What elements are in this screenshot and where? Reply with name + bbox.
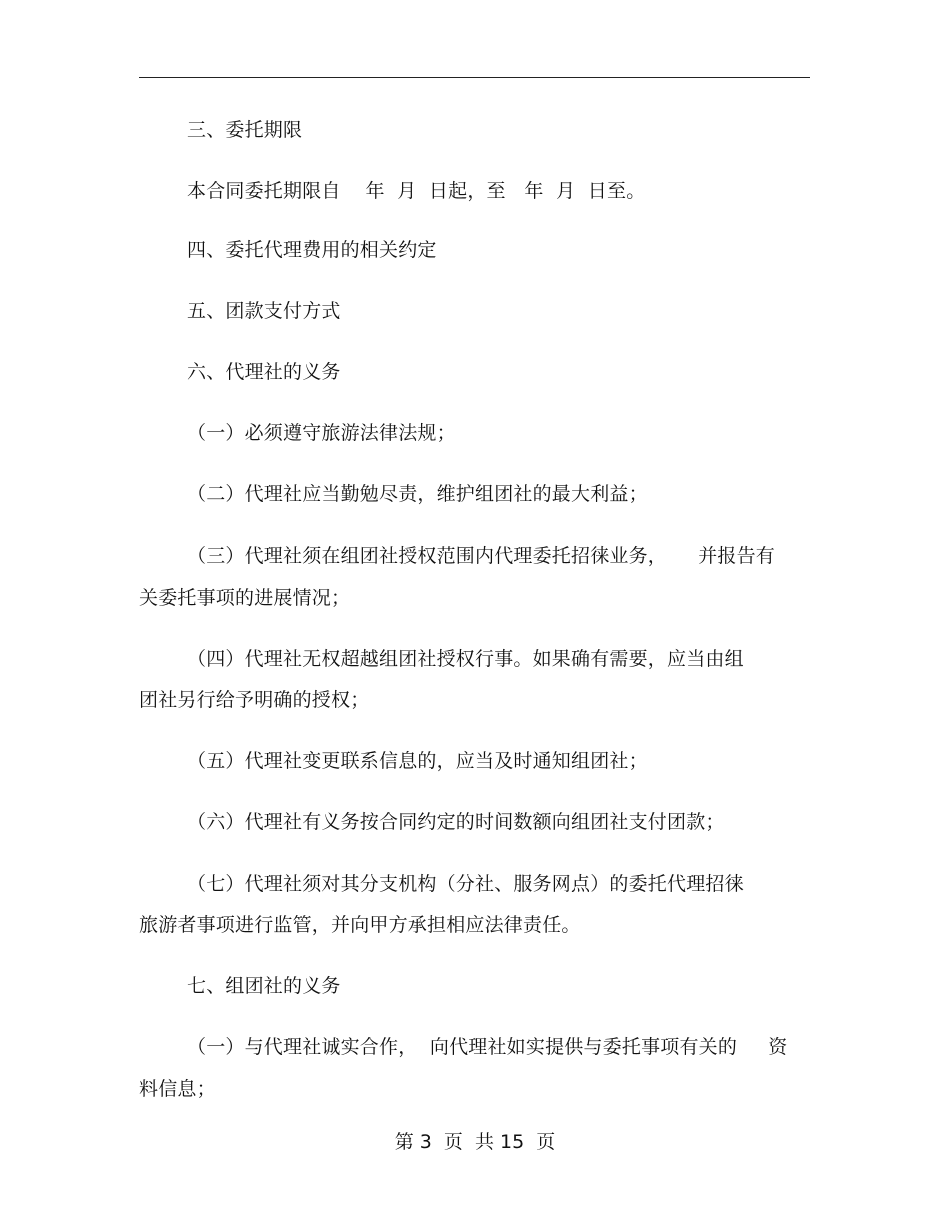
- list-item-agent-duty-3: （三）代理社须在组团社授权范围内代理委托招徕业务， 并报告有: [187, 545, 775, 567]
- list-item-agent-duty-4: （四）代理社无权超越组团社授权行事。如果确有需要，应当由组: [187, 648, 744, 670]
- list-item-agent-duty-6: （六）代理社有义务按合同约定的时间数额向组团社支付团款；: [187, 811, 725, 833]
- list-item-organizer-duty-1-cont: 料信息；: [139, 1078, 216, 1100]
- list-item-agent-duty-7: （七）代理社须对其分支机构（分社、服务网点）的委托代理招徕: [187, 873, 744, 895]
- list-item-agent-duty-1: （一）必须遵守旅游法律法规；: [187, 422, 456, 444]
- list-item-agent-duty-4-cont: 团社另行给予明确的授权；: [139, 689, 370, 711]
- list-item-agent-duty-5: （五）代理社变更联系信息的，应当及时通知组团社；: [187, 750, 648, 772]
- header-rule: [139, 77, 810, 78]
- section-heading-fees: 四、委托代理费用的相关约定: [187, 239, 437, 261]
- section-heading-organizer-duties: 七、组团社的义务: [187, 975, 341, 997]
- page-number: 第 3 页 共 15 页: [394, 1131, 556, 1153]
- list-item-agent-duty-2: （二）代理社应当勤勉尽责，维护组团社的最大利益；: [187, 483, 648, 505]
- section-heading-term: 三、委托期限: [187, 119, 303, 141]
- section-heading-payment: 五、团款支付方式: [187, 300, 341, 322]
- list-item-organizer-duty-1: （一）与代理社诚实合作， 向代理社如实提供与委托事项有关的 资: [187, 1036, 788, 1058]
- list-item-agent-duty-7-cont: 旅游者事项进行监管，并向甲方承担相应法律责任。: [139, 914, 581, 936]
- list-item-agent-duty-3-cont: 关委托事项的进展情况；: [139, 587, 351, 609]
- paragraph-term-period: 本合同委托期限自 年 月 日起，至 年 月 日至。: [187, 180, 646, 202]
- section-heading-agent-duties: 六、代理社的义务: [187, 361, 341, 383]
